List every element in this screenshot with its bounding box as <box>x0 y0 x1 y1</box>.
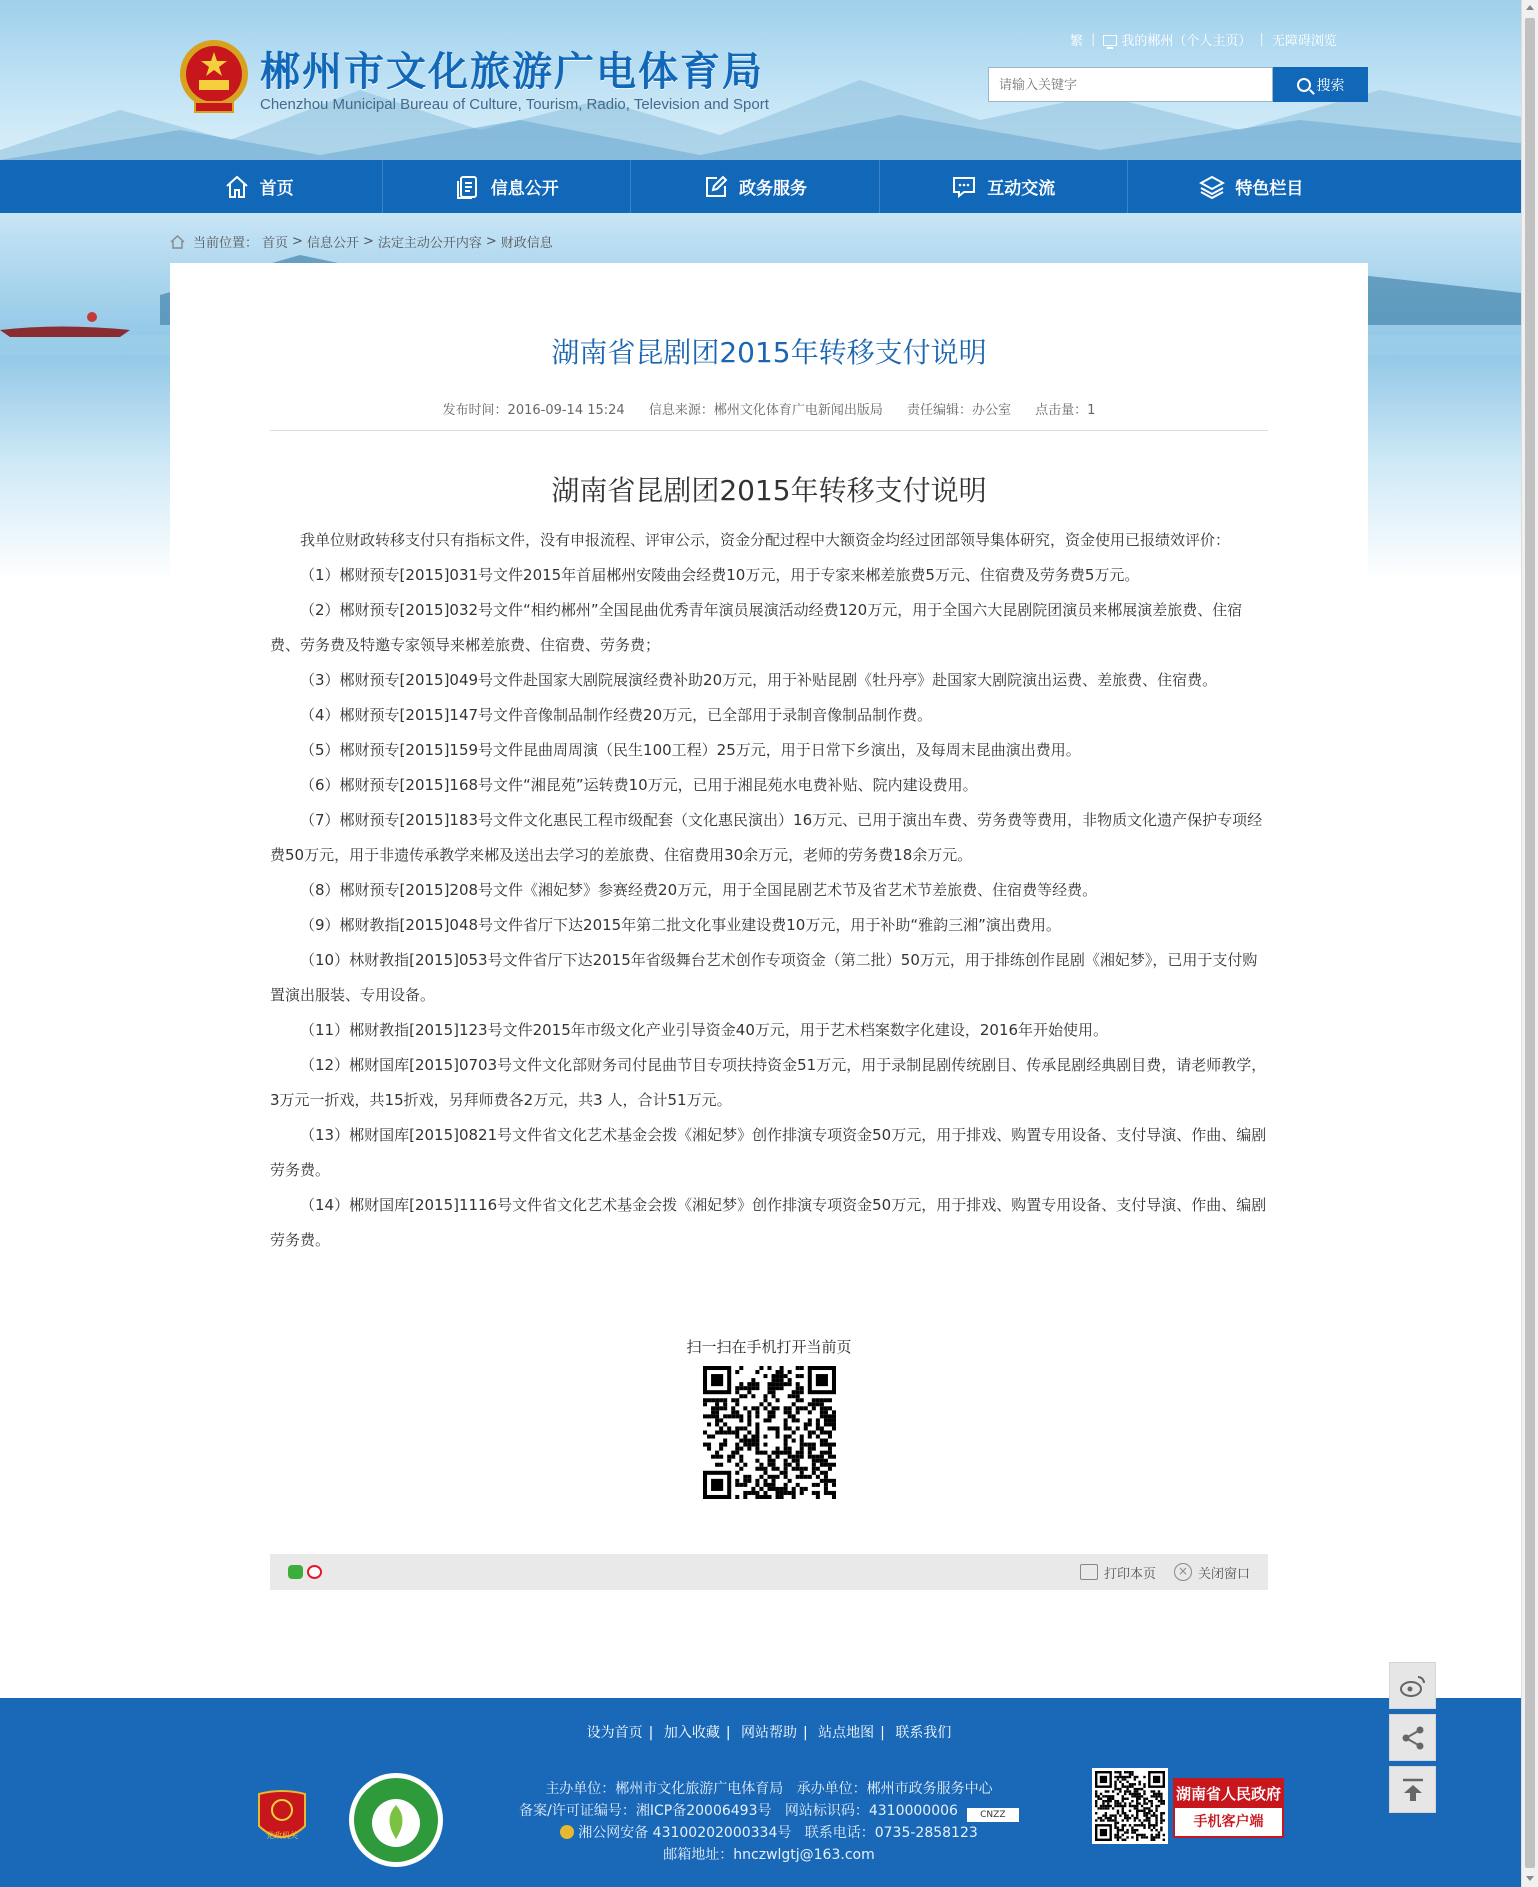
party-gov-badge-text: 党政机关 <box>266 1831 298 1840</box>
breadcrumb-statutory-content[interactable]: 法定主动公开内容 <box>377 236 482 251</box>
article-paragraph: （4）郴财预专[2015]147号文件音像制品制作经费20万元，已全部用于录制音像制品制作费。 <box>300 706 933 724</box>
info-source: 信息来源：郴州文化体育广电新闻出版局 <box>648 403 883 418</box>
back-to-top-icon <box>1400 1777 1426 1803</box>
article-paragraph: （8）郴财预专[2015]208号文件《湘妃梦》参赛经费20万元，用于全国昆剧艺术节及省艺术节差旅费、住宿费等经费。 <box>300 881 1098 899</box>
breadcrumb-separator: > <box>485 234 497 249</box>
police-badge-icon <box>560 1825 574 1839</box>
top-links <box>1070 30 1337 49</box>
qr-code-icon <box>703 1366 836 1499</box>
site-header <box>0 0 1538 160</box>
traditional-chinese-link[interactable]: 繁 <box>1070 34 1084 49</box>
print-icon <box>1080 1564 1098 1580</box>
nav-item-interaction[interactable] <box>880 160 1128 213</box>
print-label: 打印本页 <box>1103 1566 1156 1582</box>
nav-item-info-disclosure[interactable] <box>383 160 631 213</box>
article-meta <box>170 399 1368 418</box>
footer-info <box>450 1778 1088 1866</box>
contact-phone: 联系电话：0735-2858123 <box>804 1825 978 1841</box>
sponsor: 主办单位：郴州市文化旅游广电体育局 <box>545 1781 784 1797</box>
article-paragraph: （6）郴财预专[2015]168号文件“湘昆苑”运转费10万元，已用于湘昆苑水电费补贴、院内建设费用。 <box>300 776 978 794</box>
breadcrumb-separator: > <box>292 234 303 249</box>
site-footer <box>0 1698 1538 1887</box>
icp-record[interactable]: 备案/许可证编号：湘ICP备20006493号 <box>519 1803 772 1819</box>
article-paragraph: （10）林财教指[2015]053号文件省厅下达2015年省级舞台艺术创作专项资金（第二批）50万元，用于排练创作昆剧《湘妃梦》，已用于支付购置演出服装、专用设备。 <box>270 951 1258 1004</box>
breadcrumb-separator: > <box>362 234 374 249</box>
nav-label: 首页 <box>259 179 294 199</box>
article-paragraph: （3）郴财预专[2015]049号文件赴国家大剧院展演经费补助20万元，用于补贴昆剧《牡丹亭》赴国家大剧院演出运费、差旅费、住宿费。 <box>300 671 1218 689</box>
article-paragraph: （13）郴财国库[2015]0821号文件省文化艺术基金会拨《湘妃梦》创作排演专项资金50万元，用于排戏、购置专用设备、支付导演、作曲、编剧劳务费。 <box>270 1126 1267 1179</box>
view-count: 点击量：1 <box>1035 403 1096 418</box>
article-paragraph: （1）郴财预专[2015]031号文件2015年首届郴州安陵曲会经费10万元，用于专家来郴差旅费5万元、住宿费及劳务费5万元。 <box>300 566 1140 584</box>
my-chenzhou-link[interactable] <box>1103 30 1251 49</box>
contact-email: 邮箱地址：hnczwlgtj@163.com <box>663 1847 875 1863</box>
scroll-up-arrow-icon[interactable] <box>1526 5 1534 10</box>
gov-app-subtitle: 手机客户端 <box>1193 1814 1264 1830</box>
article-paragraph: （7）郴财预专[2015]183号文件文化惠民工程市级配套（文化惠民演出）16万元、已用于演出车费、劳务费等费用，非物质文化遗产保护专项经费50万元，用于非遗传承教学来郴及送出去学习的差旅费、住宿费用30余万元，老师的劳务费18余万元。 <box>270 811 1263 864</box>
footer-qr-code <box>1092 1768 1168 1844</box>
weibo-icon <box>1399 1674 1427 1698</box>
edit-icon <box>703 174 729 200</box>
qr-code-icon <box>1095 1771 1165 1841</box>
site-subtitle: Chenzhou Municipal Bureau of Culture, Tourism, Radio, Television and Sport <box>260 96 769 113</box>
gov-app-title: 湖南省人民政府 <box>1175 1780 1282 1808</box>
national-emblem-icon <box>175 36 253 118</box>
article-body <box>270 523 1268 1258</box>
operator: 承办单位：郴州市政务服务中心 <box>796 1781 993 1797</box>
footer-link-bookmark[interactable]: 加入收藏 <box>663 1725 720 1741</box>
publish-time: 发布时间：2016-09-14 15:24 <box>442 403 625 418</box>
footer-link-contact[interactable]: 联系我们 <box>895 1725 952 1741</box>
nav-label: 互动交流 <box>987 179 1056 199</box>
cnzz-badge[interactable]: CNZZ <box>967 1808 1019 1822</box>
breadcrumb <box>170 232 553 251</box>
share-bar <box>270 1554 1268 1590</box>
article-paragraph: （14）郴财国库[2015]1116号文件省文化艺术基金会拨《湘妃梦》创作排演专项资金50万元，用于排戏、购置专用设备、支付导演、作曲、编剧劳务费。 <box>270 1196 1267 1249</box>
float-weibo-button[interactable] <box>1389 1662 1436 1709</box>
breadcrumb-info-disclosure[interactable]: 信息公开 <box>306 236 359 251</box>
search-icon <box>1297 78 1311 92</box>
home-icon <box>224 174 250 200</box>
nav-item-home[interactable] <box>135 160 383 213</box>
divider <box>270 430 1268 431</box>
close-icon: × <box>1174 1563 1192 1581</box>
article-paragraph: （12）郴财国库[2015]0703号文件文化部财务司付昆曲节目专项扶持资金51万元，用于录制昆剧传统剧目、传承昆剧经典剧目费，请老师教学，3万元一折戏，共15折戏，另拜师费各2万元，共3 人，合计51万元。 <box>270 1056 1267 1109</box>
accessible-browse-link[interactable]: 无障碍浏览 <box>1271 34 1337 49</box>
site-code: 网站标识码：4310000006 <box>784 1803 958 1819</box>
party-gov-badge-icon[interactable] <box>257 1788 307 1848</box>
layers-icon <box>1199 174 1225 200</box>
float-share-button[interactable] <box>1389 1714 1436 1761</box>
article-paragraph: （11）郴财教指[2015]123号文件2015年市级文化产业引导资金40万元，用于艺术档案数字化建设，2016年开始使用。 <box>300 1021 1109 1039</box>
nav-label: 政务服务 <box>739 179 807 199</box>
article-card <box>170 263 1368 1610</box>
article-paragraph: 我单位财政转移支付只有指标文件，没有申报流程、评审公示，资金分配过程中大额资金均经过团部领导集体研究，资金使用已报绩效评价： <box>300 531 1231 549</box>
monitor-icon <box>1103 35 1117 46</box>
article-title: 湖南省昆剧团2015年转移支付说明 <box>551 336 987 369</box>
responsible-editor: 责任编辑：办公室 <box>907 403 1012 418</box>
nav-item-features[interactable] <box>1128 160 1375 213</box>
search-button[interactable] <box>1273 67 1368 102</box>
my-chenzhou-label: 我的郴州（个人主页） <box>1121 34 1252 49</box>
civilized-city-badge-icon[interactable] <box>347 1771 445 1869</box>
footer-link-sitemap[interactable]: 站点地图 <box>818 1725 875 1741</box>
site-title: 郴州市文化旅游广电体育局 <box>260 49 764 95</box>
footer-links: 设为首页 | 加入收藏 | 网站帮助 | 站点地图 | 联系我们 <box>586 1725 952 1741</box>
chat-icon <box>951 174 977 200</box>
main-nav <box>0 160 1538 213</box>
qr-label: 扫一扫在手机打开当前页 <box>686 1338 852 1356</box>
breadcrumb-prefix: 当前位置： <box>193 236 259 251</box>
search-button-label: 搜索 <box>1316 77 1345 94</box>
scroll-thumb[interactable] <box>1525 18 1535 1868</box>
footer-link-help[interactable]: 网站帮助 <box>741 1725 797 1741</box>
print-button[interactable] <box>1080 1563 1156 1582</box>
close-window-button[interactable] <box>1174 1563 1250 1582</box>
article-paragraph: （5）郴财预专[2015]159号文件昆曲周周演（民生100工程）25万元，用于日常下乡演出，及每周末昆曲演出费用。 <box>300 741 1081 759</box>
share-icon <box>1400 1725 1426 1751</box>
article-paragraph: （2）郴财预专[2015]032号文件“相约郴州”全国昆曲优秀青年演员展演活动经费120万元，用于全国六大昆剧院团演员来郴展演差旅费、住宿费、劳务费及特邀专家领导来郴差旅费、住宿费、劳务费； <box>270 601 1243 654</box>
breadcrumb-home[interactable]: 首页 <box>262 236 289 251</box>
separator: | <box>1091 32 1096 47</box>
back-to-top-button[interactable] <box>1389 1766 1436 1813</box>
page-scrollbar[interactable] <box>1521 0 1538 1887</box>
document-icon <box>455 174 481 200</box>
nav-item-gov-services[interactable] <box>631 160 879 213</box>
breadcrumb-finance-info[interactable]: 财政信息 <box>500 236 553 251</box>
separator: | <box>1259 32 1264 47</box>
footer-link-set-homepage[interactable]: 设为首页 <box>586 1725 643 1741</box>
article-paragraph: （9）郴财教指[2015]048号文件省厅下达2015年第二批文化事业建设费10万元，用于补助“雅韵三湘”演出费用。 <box>300 916 1061 934</box>
police-record[interactable]: 湘公网安备 43100202000334号 <box>578 1825 792 1841</box>
body-title: 湖南省昆剧团2015年转移支付说明 <box>551 474 987 507</box>
scroll-down-arrow-icon[interactable] <box>1526 1876 1534 1881</box>
nav-label: 信息公开 <box>490 179 559 199</box>
hunan-gov-app-button[interactable] <box>1173 1778 1284 1838</box>
wechat-icon[interactable] <box>288 1565 303 1579</box>
home-icon <box>170 235 185 249</box>
close-label: 关闭窗口 <box>1197 1566 1250 1582</box>
nav-label: 特色栏目 <box>1235 179 1304 199</box>
search-input[interactable] <box>988 67 1273 102</box>
weibo-icon[interactable] <box>307 1565 322 1579</box>
